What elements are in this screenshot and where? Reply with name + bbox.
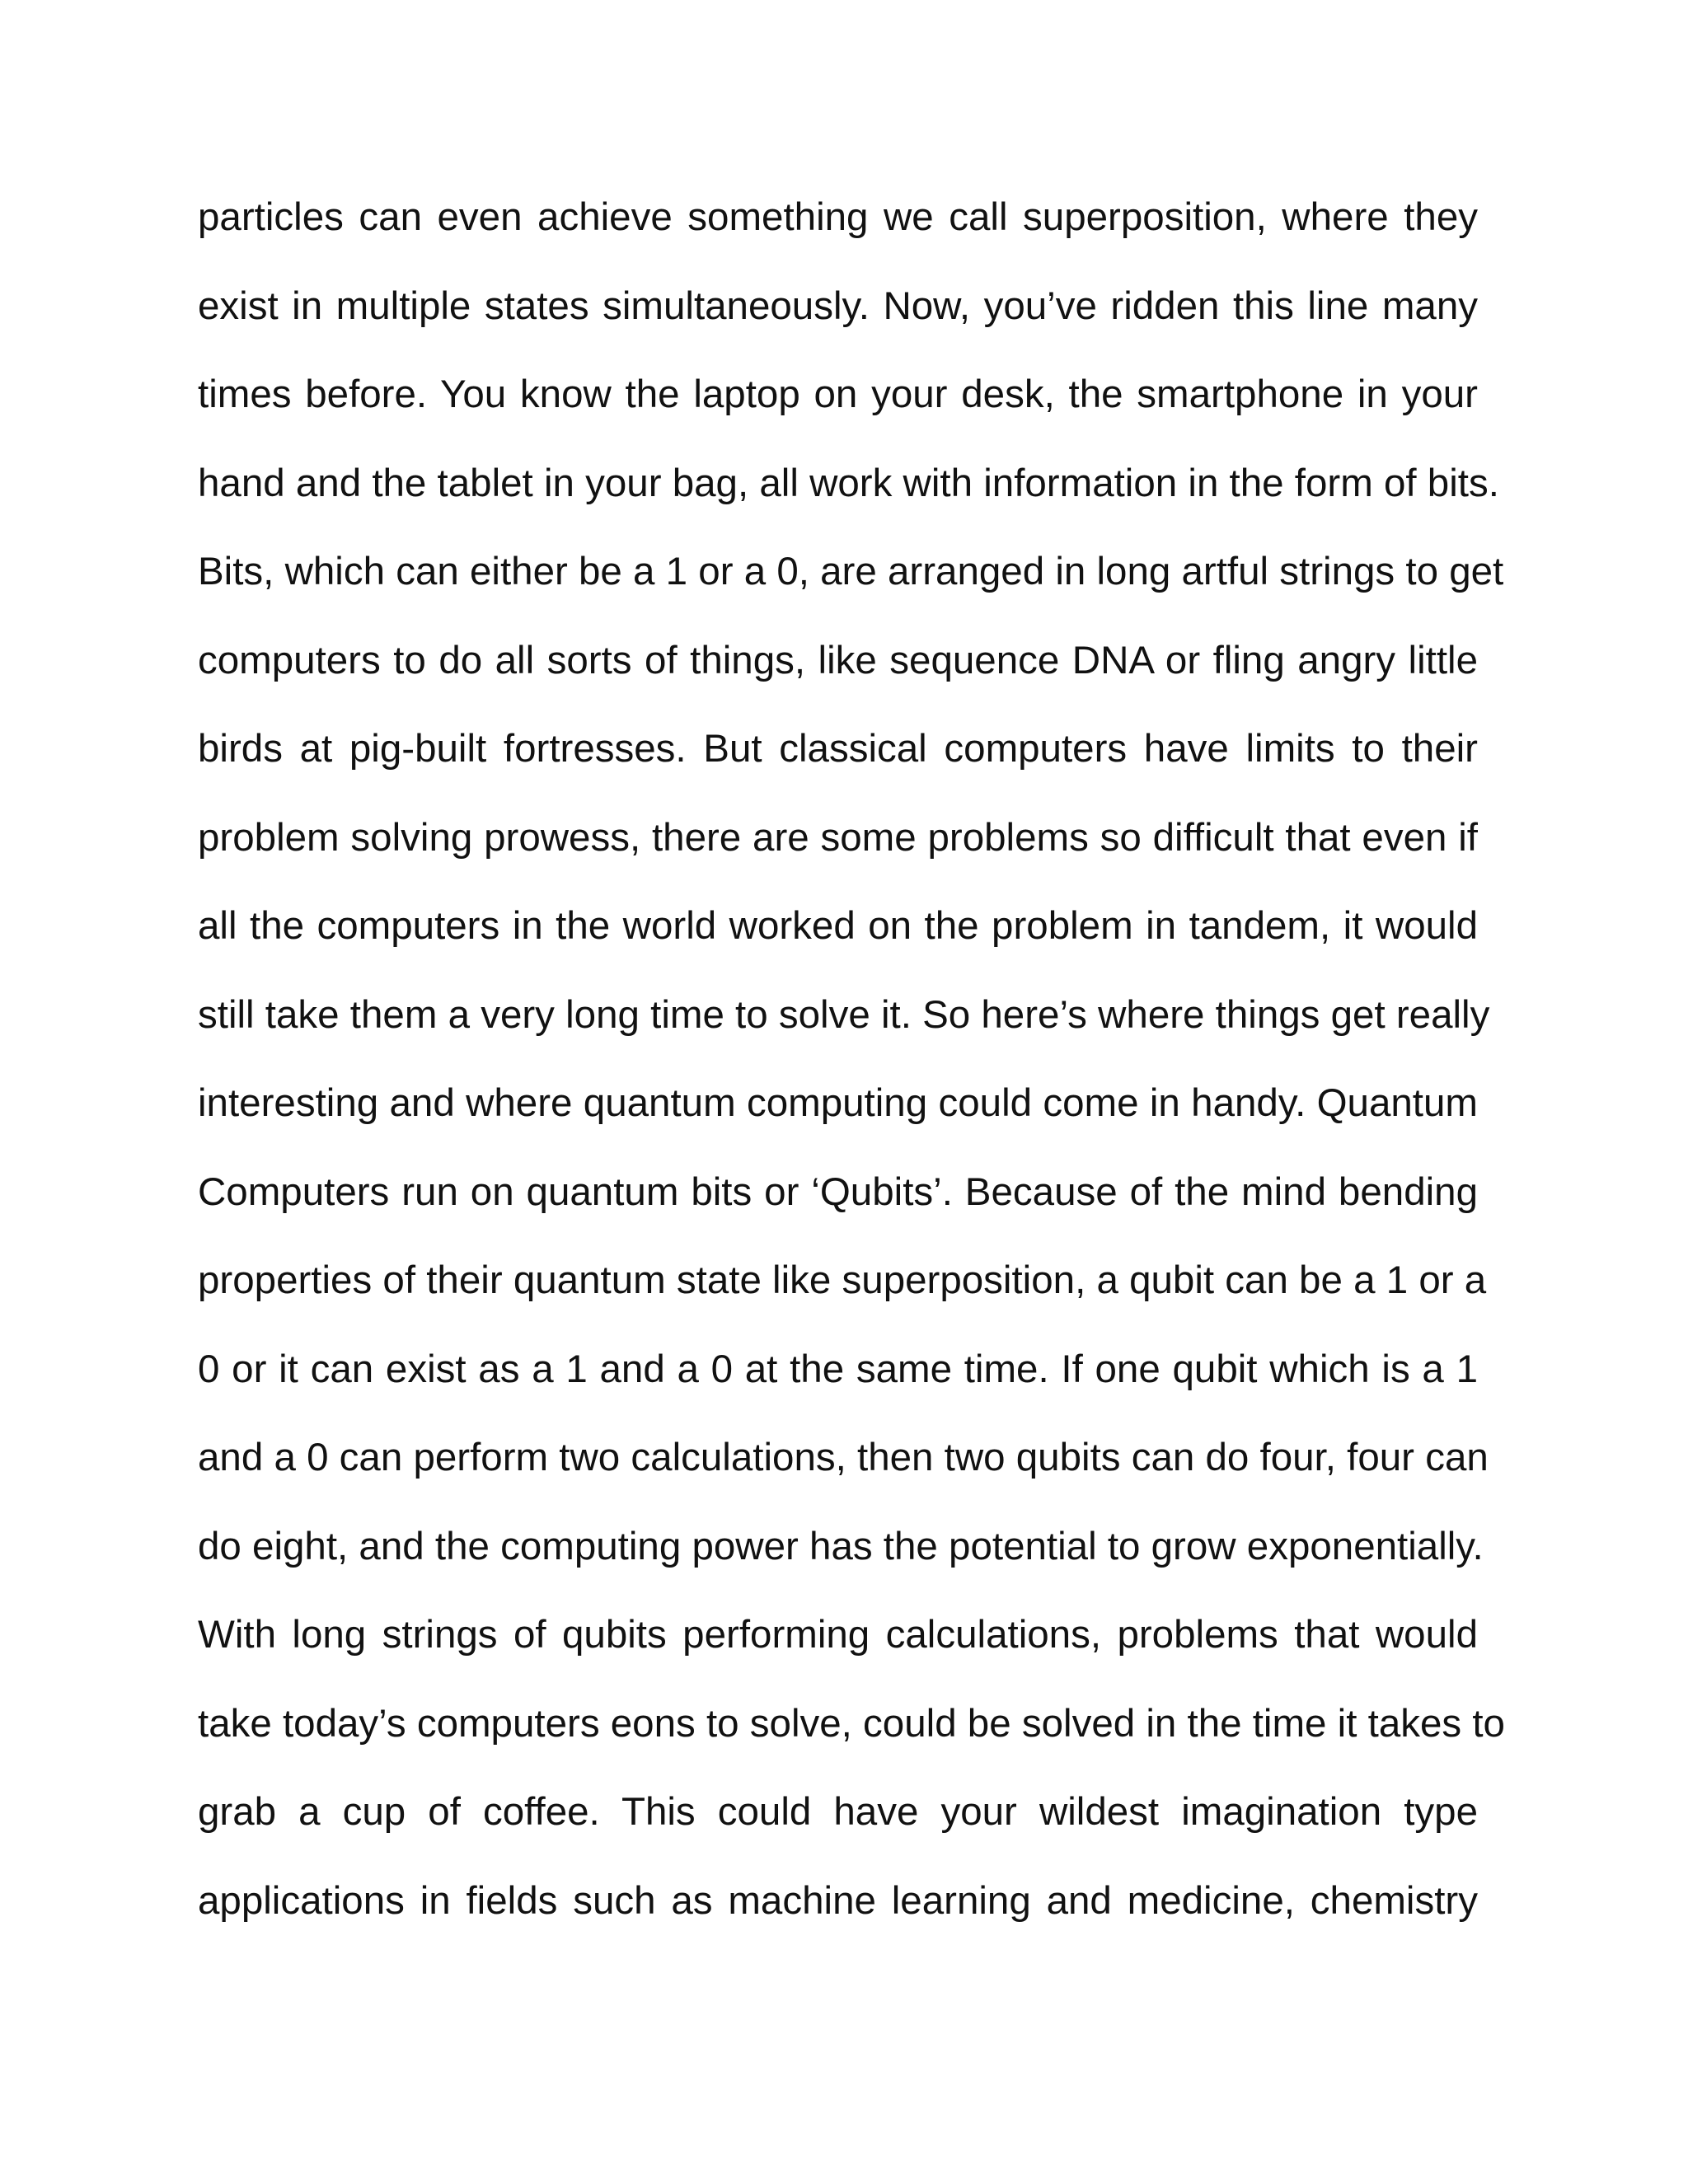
text-line-11: interesting and where quantum computing could come in handy. Quantum [198,1081,1478,1125]
text-line-5: Bits, which can either be a 1 or a 0, are arranged in long artful strings to get [198,550,1504,593]
text-line-18: take today’s computers eons to solve, could be solved in the time it takes to [198,1701,1505,1746]
text-line-8: problem solving prowess, there are some problems so difficult that even if [198,815,1478,860]
text-line-20: applications in fields such as machine learning and medicine, chemistry [198,1878,1478,1923]
text-line-17: With long strings of qubits performing calculations, problems that would [198,1613,1478,1657]
text-line-6: computers to do all sorts of things, like sequence DNA or fling angry little [198,638,1478,682]
text-line-10: still take them a very long time to solve it. So here’s where things get really [198,992,1490,1037]
text-line-12: Computers run on quantum bits or ‘Qubits’. Because of the mind bending [198,1169,1478,1214]
body-text [198,185,1505,1957]
text-line-14: 0 or it can exist as a 1 and a 0 at the same time. If one qubit which is a 1 [198,1347,1478,1391]
text-line-7: birds at pig-built fortresses. But classical computers have limits to their [198,727,1478,771]
text-line-16: do eight, and the computing power has the potential to grow exponentially. [198,1524,1484,1568]
text-line-15: and a 0 can perform two calculations, then two qubits can do four, four can [198,1436,1489,1479]
text-line-13: properties of their quantum state like superposition, a qubit can be a 1 or a [198,1258,1487,1302]
text-line-19: grab a cup of coffee. This could have your wildest imagination type [198,1790,1478,1834]
text-line-2: exist in multiple states simultaneously. Now, you’ve ridden this line many [198,284,1478,328]
text-line-1: particles can even achieve something we call superposition, where they [198,195,1478,239]
text-line-3: times before. You know the laptop on your desk, the smartphone in your [198,373,1478,416]
text-line-9: all the computers in the world worked on the problem in tandem, it would [198,904,1478,948]
text-line-4: hand and the tablet in your bag, all work with information in the form of bits. [198,461,1499,505]
